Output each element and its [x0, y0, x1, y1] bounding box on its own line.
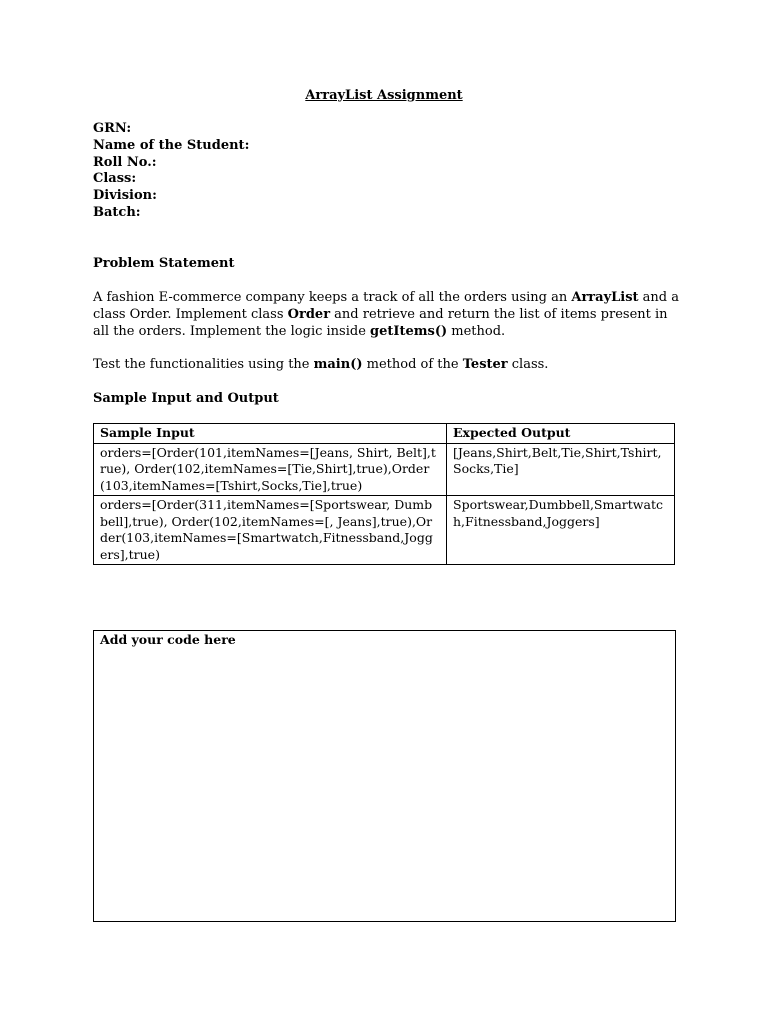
table-cell-input: orders=[Order(101,itemNames=[Jeans, Shirt, Belt],true), Order(102,itemNames=[Tie,Shirt],true),Order(103,itemNames=[Tshirt,Socks,Tie],true) — [94, 443, 447, 496]
problem-statement-heading: Problem Statement — [93, 256, 235, 271]
field-grn: GRN: — [93, 121, 132, 136]
problem-paragraph — [93, 289, 683, 340]
table-header-expected-output: Expected Output — [447, 424, 675, 444]
para1-text-2: and a class Order. Implement class — [93, 290, 680, 322]
field-batch: Batch: — [93, 204, 141, 220]
table-cell-output: Sportswear,Dumbbell,Smartwatch,Fitnessband,Joggers] — [447, 496, 675, 565]
sample-io-heading: Sample Input and Output — [93, 391, 279, 406]
student-fields — [93, 121, 249, 222]
field-student-name: Name of the Student: — [93, 137, 250, 153]
para1-text-1: A fashion E-commerce company keeps a track of all the orders using an — [93, 290, 572, 305]
para2-bold-main: main() — [313, 357, 363, 372]
code-box[interactable] — [93, 630, 676, 922]
para2-bold-tester: Tester — [462, 357, 508, 372]
table-row — [94, 443, 675, 496]
para1-text-4: method. — [447, 324, 506, 339]
para2-text-2: method of the — [362, 357, 463, 372]
para1-bold-getitems: getItems() — [370, 324, 448, 339]
field-class: Class: — [93, 171, 137, 187]
para2-text-3: class. — [507, 357, 549, 372]
para2-text-1: Test the functionalities using the — [93, 357, 314, 372]
para1-bold-order: Order — [287, 307, 331, 322]
field-division: Division: — [93, 188, 157, 204]
field-roll-no: Roll No.: — [93, 154, 157, 170]
test-paragraph — [93, 356, 683, 373]
para1-text-3: and retrieve and return the list of items present in all the orders. Implement the logic inside — [93, 307, 668, 339]
document-title: ArrayList Assignment — [305, 88, 463, 103]
table-cell-output: [Jeans,Shirt,Belt,Tie,Shirt,Tshirt,Socks,Tie] — [447, 443, 675, 496]
table-header-row — [94, 424, 675, 444]
para1-bold-arraylist: ArrayList — [571, 290, 639, 305]
code-box-label: Add your code here — [100, 632, 236, 647]
table-cell-input: orders=[Order(311,itemNames=[Sportswear, Dumbbell],true), Order(102,itemNames=[, Jeans],true),Order(103,itemNames=[Smartwatch,Fitnessband,Joggers],true) — [94, 496, 447, 565]
table-header-sample-input: Sample Input — [94, 424, 447, 444]
sample-io-table — [93, 423, 675, 565]
table-row — [94, 496, 675, 565]
